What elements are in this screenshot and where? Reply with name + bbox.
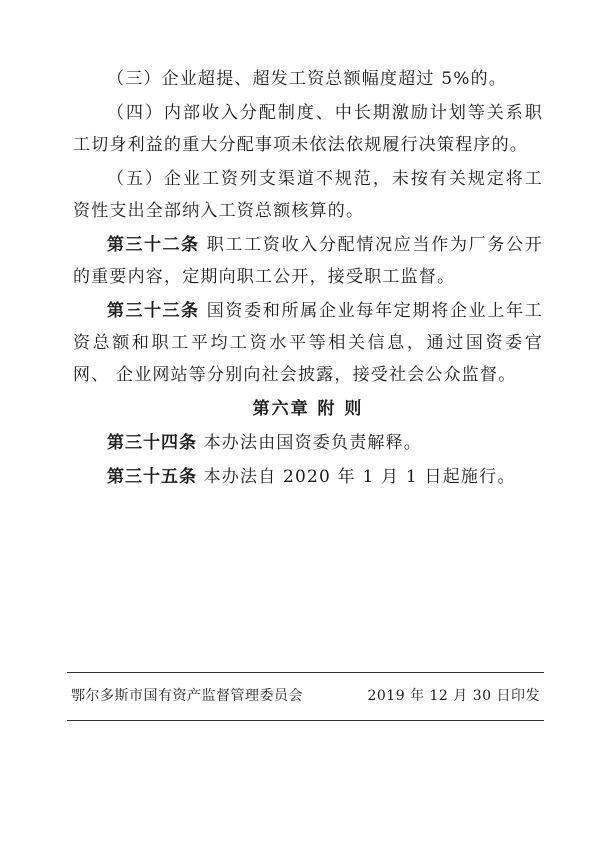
footer-bottom-rule — [67, 720, 544, 721]
footer-top-rule — [67, 672, 544, 673]
article-32 — [73, 229, 543, 293]
article-32-label: 第三十二条 — [107, 235, 200, 255]
paragraph-item-5: （五）企业工资列支渠道不规范，未按有关规定将工资性支出全部纳入工资总额核算的。 — [73, 169, 543, 221]
paragraph-item-3: （三）企业超提、超发工资总额幅度超过 5%的。 — [107, 69, 507, 89]
issuance-footer — [67, 672, 544, 722]
chapter-6-heading: 第六章 附 则 — [252, 399, 364, 419]
article-33-text: 国资委和所属企业每年定期将企业上年工资总额和职工平均工资水平等相关信息，通过国资委官网、 企业网站等分别向社会披露，接受社会公众监督。 — [73, 301, 543, 385]
article-33-label: 第三十三条 — [107, 301, 200, 321]
article-35-text: 本办法自 2020 年 1 月 1 日起施行。 — [203, 467, 516, 487]
article-33 — [73, 295, 543, 391]
paragraph-item-4: （四）内部收入分配制度、中长期激励计划等关系职工切身利益的重大分配事项未依法依规履行决策程序的。 — [73, 103, 543, 155]
article-34 — [73, 427, 543, 459]
document-body — [73, 63, 543, 495]
issuer-name: 鄂尔多斯市国有资产监督管理委员会 — [71, 688, 303, 704]
article-34-label: 第三十四条 — [107, 433, 197, 453]
article-35-label: 第三十五条 — [107, 467, 197, 487]
article-32-text: 职工工资收入分配情况应当作为厂务公开的重要内容，定期向职工公开，接受职工监督。 — [73, 235, 543, 287]
article-34-text: 本办法由国资委负责解释。 — [203, 433, 423, 453]
article-35 — [73, 461, 543, 493]
issue-date: 2019 年 12 月 30 日印发 — [367, 688, 540, 704]
footer-line — [71, 686, 540, 706]
